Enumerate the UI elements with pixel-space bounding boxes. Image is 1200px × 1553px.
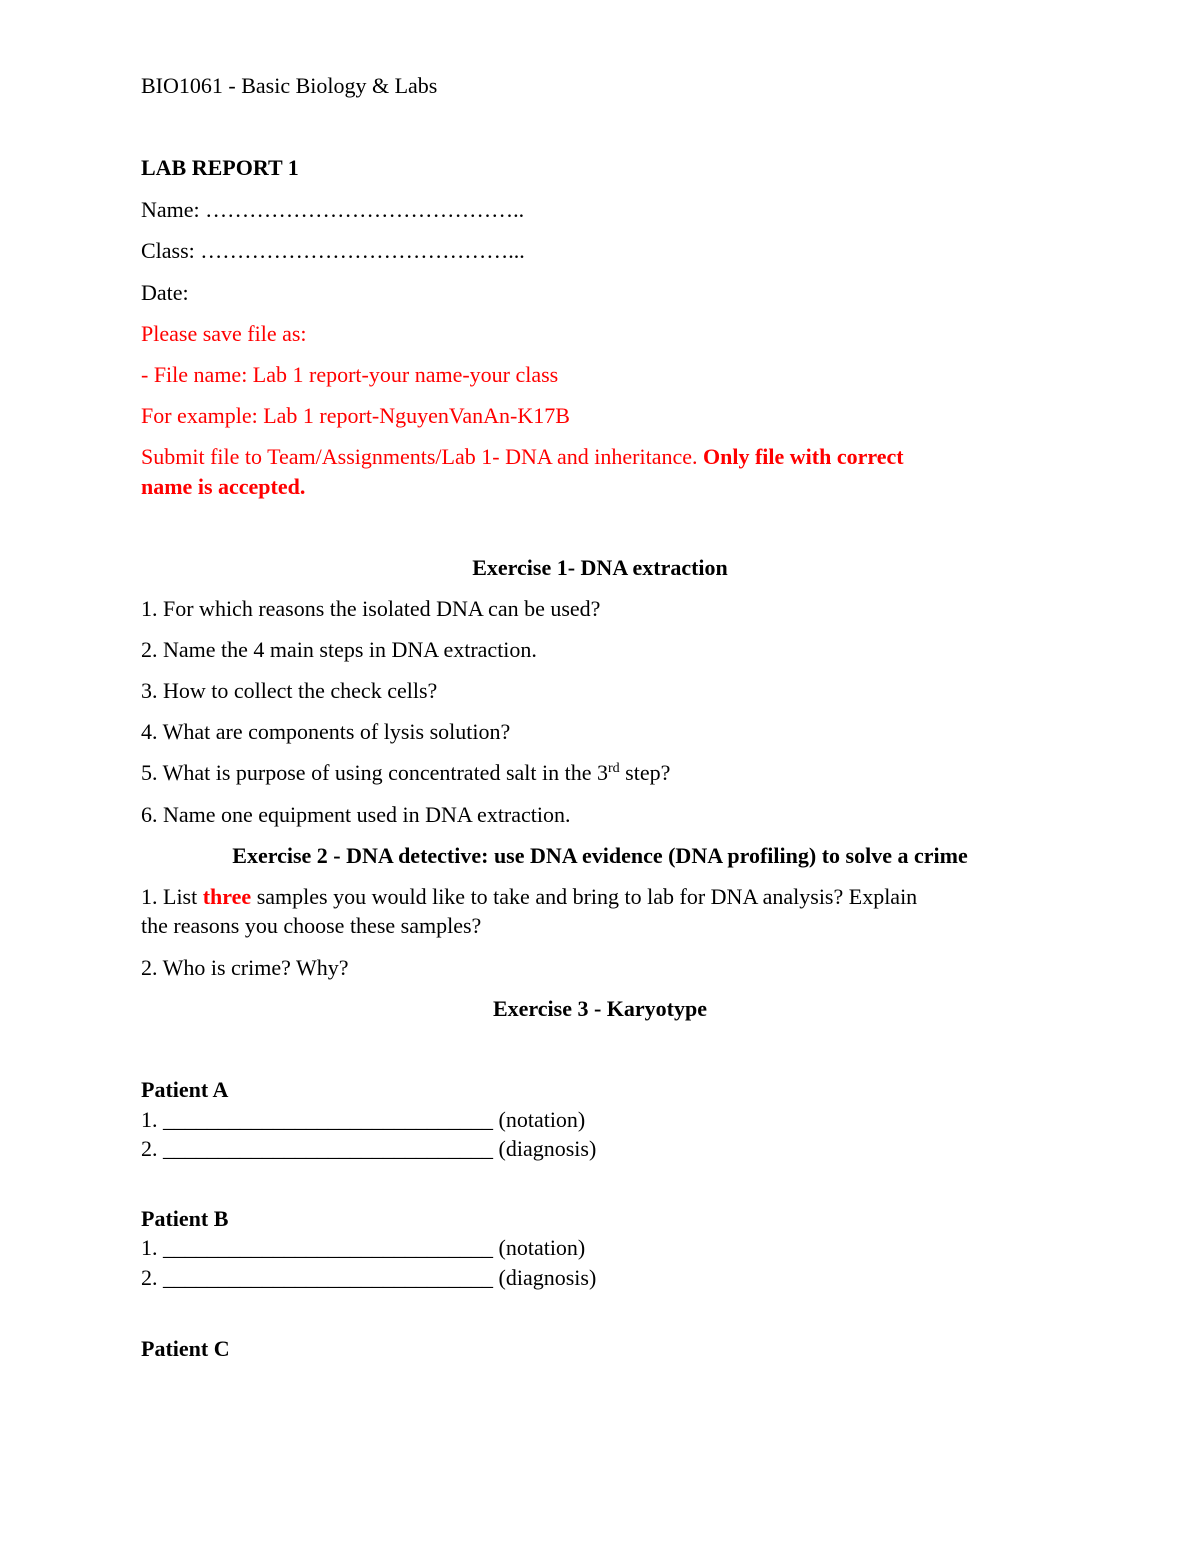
- exercise1-question-4: 4. What are components of lysis solution?: [141, 719, 511, 744]
- exercise3-title: Exercise 3 - Karyotype: [492, 996, 708, 1021]
- file-name-example: For example: Lab 1 report-NguyenVanAn-K17B: [141, 403, 570, 428]
- course-header: BIO1061 - Basic Biology & Labs: [141, 73, 438, 98]
- patient-b-diagnosis-line: 2. ______________________________ (diagnosis): [141, 1265, 597, 1290]
- class-dots: ……………………………………...: [200, 238, 525, 263]
- patient-a-label: Patient A: [141, 1077, 229, 1102]
- submit-instruction: [141, 444, 904, 470]
- name-field: [141, 197, 524, 223]
- patient-a-diagnosis-line: 2. ______________________________ (diagnosis): [141, 1136, 597, 1161]
- highlight-three: three: [202, 884, 252, 909]
- report-title: LAB REPORT 1: [141, 155, 299, 180]
- class-label: Class:: [141, 238, 195, 263]
- name-dots: ……………………………………..: [205, 197, 525, 222]
- ordinal-superscript: rd: [607, 761, 620, 776]
- question-5-text: 5. What is purpose of using concentrated salt in the 3: [141, 760, 608, 785]
- class-field: [141, 238, 525, 264]
- file-name-instruction: - File name: Lab 1 report-your name-your class: [141, 362, 559, 387]
- exercise1-question-5: [141, 760, 670, 786]
- patient-a-notation-line: 1. ______________________________ (notation): [141, 1107, 586, 1132]
- name-label: Name:: [141, 197, 200, 222]
- exercise1-question-6: 6. Name one equipment used in DNA extraction.: [141, 802, 571, 827]
- submit-text: Submit file to Team/Assignments/Lab 1- DNA and inheritance.: [141, 444, 698, 469]
- question-5-tail: step?: [619, 760, 671, 785]
- exercise1-title: Exercise 1- DNA extraction: [472, 555, 728, 580]
- acceptance-warning-line2: name is accepted.: [141, 474, 306, 499]
- patient-b-notation-line: 1. ______________________________ (notation): [141, 1235, 586, 1260]
- patient-c-label: Patient C: [141, 1336, 230, 1361]
- patient-b-label: Patient B: [141, 1206, 229, 1231]
- question-1-rest: samples you would like to take and bring to lab for DNA analysis? Explain: [251, 884, 918, 909]
- exercise1-question-2: 2. Name the 4 main steps in DNA extraction.: [141, 637, 537, 662]
- exercise2-question-1: [141, 884, 917, 910]
- save-instruction: Please save file as:: [141, 321, 307, 346]
- question-1-start: 1. List: [141, 884, 203, 909]
- exercise2-question-1-continued: the reasons you choose these samples?: [141, 913, 482, 938]
- exercise2-title: Exercise 2 - DNA detective: use DNA evidence (DNA profiling) to solve a crime: [232, 843, 968, 868]
- exercise2-question-2: 2. Who is crime? Why?: [141, 955, 349, 980]
- exercise1-question-1: 1. For which reasons the isolated DNA can be used?: [141, 596, 601, 621]
- acceptance-warning-line1: Only file with correct: [703, 444, 904, 469]
- exercise1-question-3: 3. How to collect the check cells?: [141, 678, 438, 703]
- date-label: Date:: [141, 280, 189, 305]
